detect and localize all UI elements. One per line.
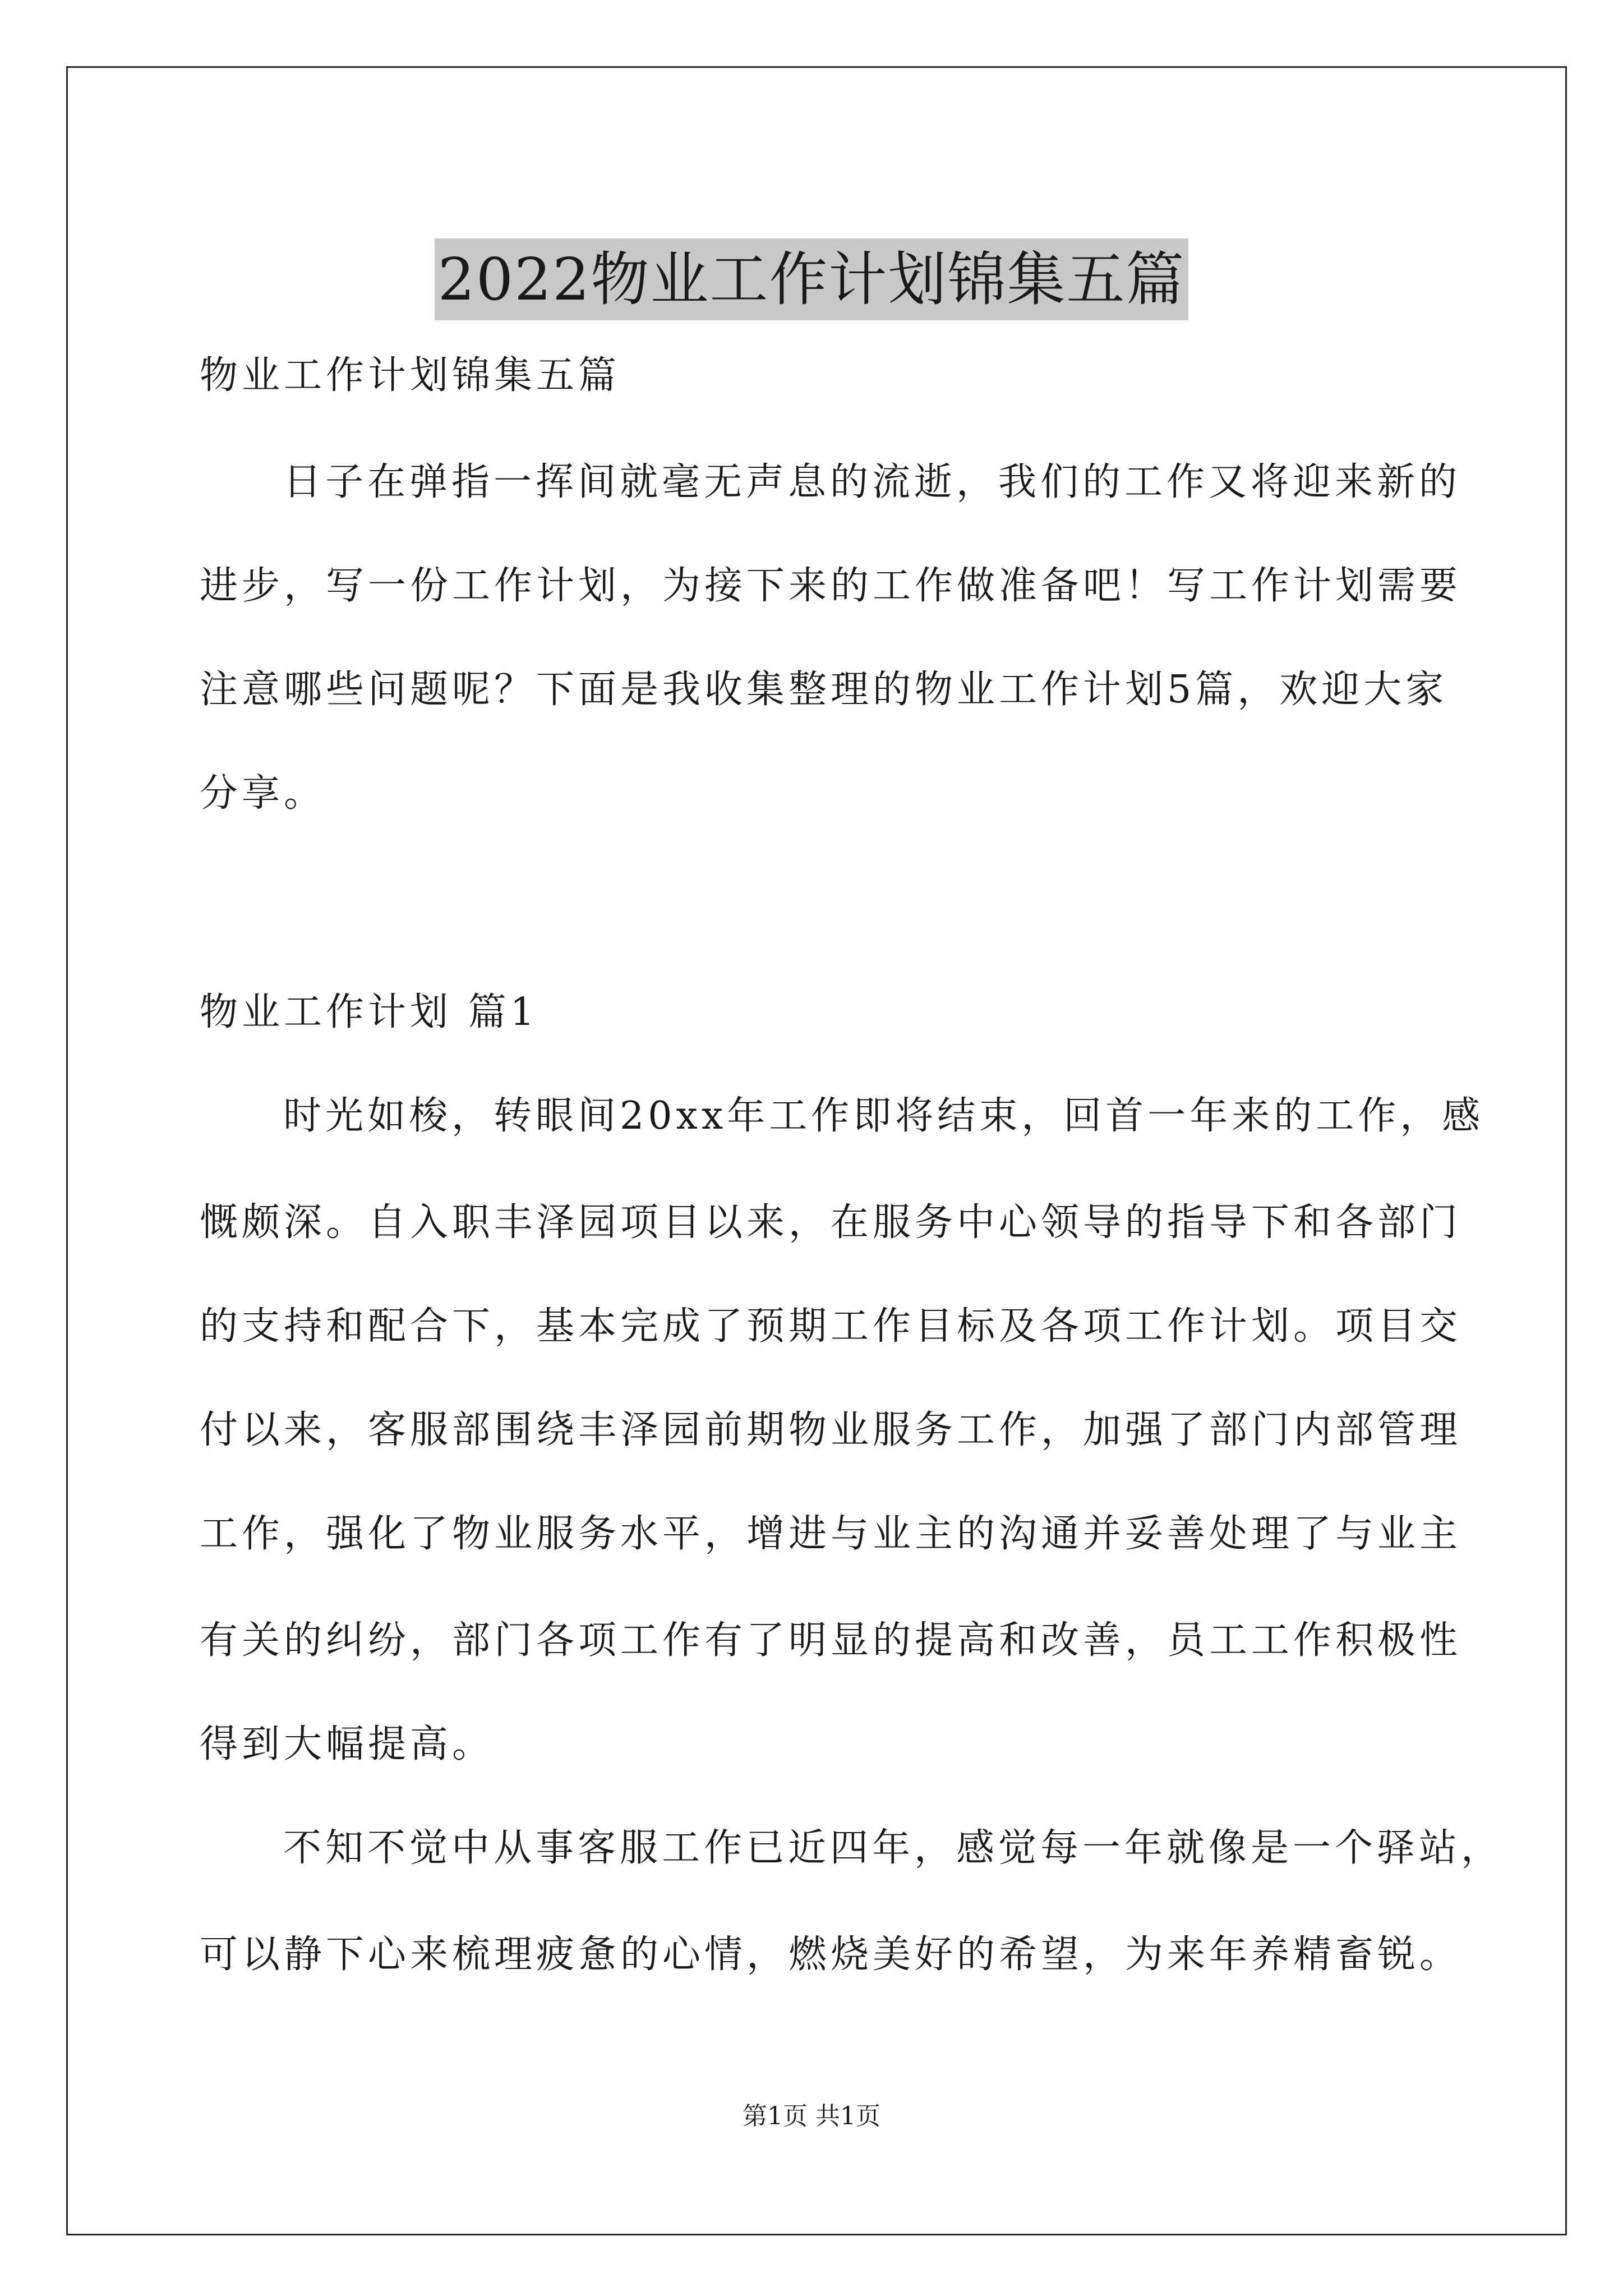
paragraph-line: 付以来，客服部围绕丰泽园前期物业服务工作，加强了部门内部管理 [200, 1408, 1462, 1452]
paragraph-line: 工作，强化了物业服务水平，增进与业主的沟通并妥善处理了与业主 [200, 1512, 1462, 1556]
paragraph-line: 慨颇深。自入职丰泽园项目以来，在服务中心领导的指导下和各部门 [200, 1200, 1462, 1245]
paragraph-line: 不知不觉中从事客服工作已近四年，感觉每一年就像是一个驿站， [283, 1826, 1504, 1870]
document-title: 2022物业工作计划锦集五篇 [435, 238, 1189, 320]
section-heading: 物业工作计划 篇1 [200, 990, 538, 1034]
paragraph-line: 时光如梭，转眼间20xx年工作即将结束，回首一年来的工作，感 [283, 1094, 1484, 1138]
paragraph-line: 有关的纠纷，部门各项工作有了明显的提高和改善，员工工作积极性 [200, 1618, 1462, 1663]
intro-line: 分享。 [200, 771, 326, 816]
paragraph-line: 可以静下心来梳理疲惫的心情，燃烧美好的希望，为来年养精畜锐。 [200, 1932, 1462, 1977]
title-container [0, 199, 1623, 359]
paragraph-line: 的支持和配合下，基本完成了预期工作目标及各项工作计划。项目交 [200, 1304, 1462, 1349]
page-footer: 第1页 共1页 [743, 2102, 880, 2131]
document-subtitle: 物业工作计划锦集五篇 [200, 353, 621, 398]
paragraph-line: 得到大幅提高。 [200, 1722, 495, 1766]
intro-line: 进步，写一份工作计划，为接下来的工作做准备吧！写工作计划需要 [200, 564, 1462, 608]
intro-line: 日子在弹指一挥间就毫无声息的流逝，我们的工作又将迎来新的 [283, 460, 1461, 504]
intro-line: 注意哪些问题呢？下面是我收集整理的物业工作计划5篇，欢迎大家 [200, 668, 1448, 712]
